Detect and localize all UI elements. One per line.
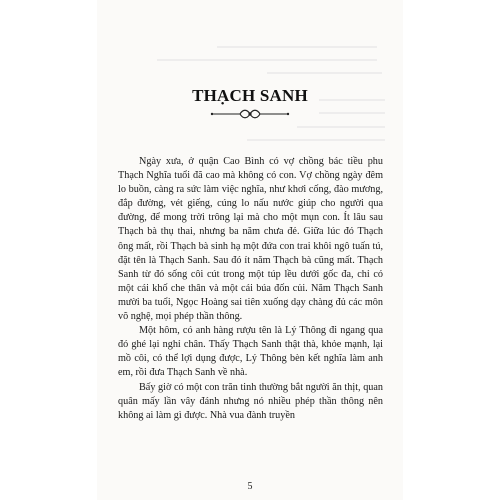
story-body xyxy=(118,155,383,423)
flourish-divider-icon xyxy=(210,108,290,120)
paragraph: Một hôm, có anh hàng rượu tên là Lý Thông đi ngang qua đó ghé lại nghỉ chân. Thấy Thạch Sanh thật thà, khỏe mạnh, lại mồ côi, có thể lợi dụng được, Lý Thông bèn kết nghĩa làm anh em, rồi đưa Thạch Sanh về nhà. xyxy=(118,325,383,379)
paragraph: Ngày xưa, ở quận Cao Bình có vợ chồng bác tiều phu Thạch Nghĩa tuổi đã cao mà không có con. Vợ chồng ngày đêm lo buồn, càng ra sức làm việc nghĩa, như khơi cống, đào mương, đắp đường, vét giếng, cúng lo nấu nước giúp cho người qua đường, để mong trời trông lại mà cho một mụn con. Ít lâu sau Thạch bà thụ thai, nhưng ba năm chưa đẻ. Giữa lúc đó Thạch ông mất, rồi Thạch bà sinh hạ một đứa con trai khôi ngô tuấn tú, đặt tên là Thạch Sanh. Sau đó ít năm Thạch bà cũng mất. Thạch Sanh từ đó sống côi cút trong một túp lều dưới gốc đa, chỉ có một cái khố che thân và một cái búa đốn củi. Năm Thạch Sanh mười ba tuổi, Ngọc Hoàng sai tiên xuống dạy chàng đủ các môn võ nghệ, mọi phép thần thông. xyxy=(118,156,383,323)
book-page xyxy=(97,0,403,500)
page-number: 5 xyxy=(247,481,253,492)
chapter-title: THẠCH SANH xyxy=(192,86,308,105)
bleed-through-text xyxy=(97,0,403,170)
paragraph: Bấy giờ có một con trăn tinh thường bắt người ăn thịt, quan quân mấy lần vây đánh nhưng nó nhiều phép thần thông nên không ai làm gì được. Nhà vua đành truyền xyxy=(118,381,383,421)
